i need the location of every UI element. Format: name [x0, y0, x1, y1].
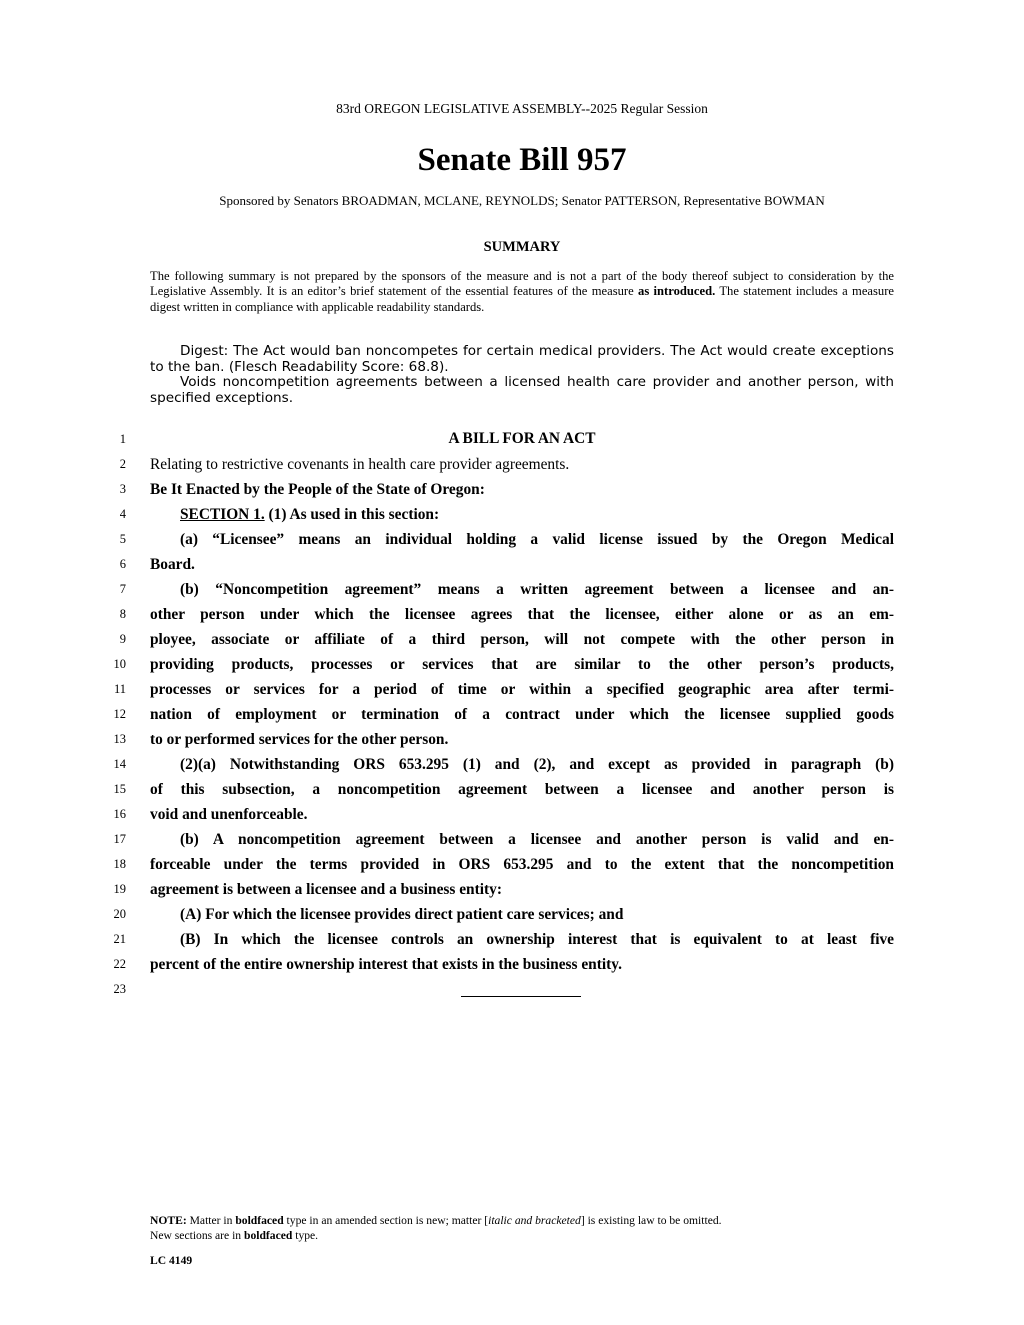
line-number: 17	[113, 832, 126, 846]
bill-line-12: nation of employment or termination of a contract under which the licensee supplied goods	[150, 706, 894, 723]
footer-note	[150, 1213, 894, 1243]
line-number: 22	[113, 957, 126, 971]
bill-line-13: to or performed services for the other person.	[150, 731, 449, 748]
summary-text-before: The following summary is not prepared by the sponsors of the measure and is not a part of the body thereof subject to consideration by the Legislative Assembly. It is an editor’s brief statement of the essential features of the measure	[150, 269, 894, 299]
line-number: 6	[119, 557, 126, 571]
bill-line-9: ployee, associate or affiliate of a third person, will not compete with the other person in	[150, 631, 894, 648]
bill-heading: A BILL FOR AN ACT	[448, 430, 596, 447]
note-text-5: type.	[292, 1229, 319, 1242]
line-number: 11	[113, 682, 126, 696]
bill-line-15: of this subsection, a noncompetition agreement between a licensee and another person is	[150, 781, 894, 798]
line-number: 7	[119, 582, 126, 596]
line-number: 16	[113, 807, 126, 821]
line-number: 14	[113, 757, 126, 771]
line-number: 3	[119, 482, 126, 496]
section-1-intro: (1) As used in this section:	[264, 506, 440, 523]
note-label: NOTE:	[150, 1214, 187, 1227]
bill-line-18: forceable under the terms provided in ORS 653.295 and to the extent that the noncompetition	[150, 856, 894, 873]
summary-text	[150, 269, 894, 315]
digest	[150, 344, 894, 406]
line-number: 12	[113, 707, 126, 721]
note-text-4: New sections are in	[150, 1229, 245, 1242]
line-number: 8	[119, 607, 126, 621]
summary-heading: SUMMARY	[483, 239, 561, 255]
bill-line-5: (a) “Licensee” means an individual holding a valid license issued by the Oregon Medical	[180, 531, 894, 548]
sponsors: Sponsored by Senators BROADMAN, MCLANE, REYNOLDS; Senator PATTERSON, Representative BOWMAN	[219, 193, 825, 208]
line-number: 18	[113, 857, 126, 871]
lc-number: LC 4149	[150, 1254, 193, 1267]
summary-text-bold: as introduced.	[638, 284, 716, 299]
bill-line-14: (2)(a) Notwithstanding ORS 653.295 (1) and (2), and except as provided in paragraph (b)	[180, 756, 894, 773]
bill-line-17: (b) A noncompetition agreement between a licensee and another person is valid and en-	[180, 831, 894, 848]
enacting-clause: Be It Enacted by the People of the State of Oregon:	[150, 481, 485, 498]
line-number: 21	[113, 932, 126, 946]
line-number: 4	[119, 507, 126, 521]
digest-paragraph-1: Digest: The Act would ban noncompetes for certain medical providers. The Act would create exceptions to the ban. (Flesch Readability Score: 68.8).	[150, 343, 894, 375]
summary-text-after: The statement includes a measure digest written in compliance with applicable readability standards.	[150, 284, 894, 314]
line-number: 19	[113, 882, 126, 896]
bill-line-6: Board.	[150, 556, 195, 573]
line-number: 2	[119, 457, 126, 471]
bill-line-16: void and unenforceable.	[150, 806, 308, 823]
bill-title: Senate Bill 957	[417, 142, 627, 178]
bill-line-8: other person under which the licensee agrees that the licensee, either alone or as an em-	[150, 606, 894, 623]
bill-line-22: percent of the entire ownership interest that exists in the business entity.	[150, 956, 622, 973]
line-number: 1	[119, 432, 126, 446]
relating-clause: Relating to restrictive covenants in health care provider agreements.	[150, 456, 570, 473]
bill-line-20: (A) For which the licensee provides direct patient care services; and	[180, 906, 624, 923]
bill-line-21: (B) In which the licensee controls an ownership interest that is equivalent to at least five	[180, 931, 894, 948]
line-number: 10	[113, 657, 126, 671]
line-number: 20	[113, 907, 126, 921]
note-text-3: ] is existing law to be omitted.	[580, 1214, 722, 1227]
bill-line-11: processes or services for a period of time or within a specified geographic area after termi-	[150, 681, 894, 698]
note-bold-1: boldfaced	[235, 1214, 284, 1227]
note-text-1: Matter in	[186, 1214, 236, 1227]
bill-line-7: (b) “Noncompetition agreement” means a written agreement between a licensee and an-	[180, 581, 894, 598]
note-text-2: type in an amended section is new; matter [	[283, 1214, 489, 1227]
line-number: 9	[119, 632, 126, 646]
line-number: 23	[113, 982, 126, 996]
end-rule	[461, 996, 581, 997]
bill-line-10: providing products, processes or services that are similar to the other person’s products,	[150, 656, 894, 673]
line-number: 5	[119, 532, 126, 546]
note-italic: italic and bracketed	[488, 1214, 581, 1227]
note-bold-2: boldfaced	[244, 1229, 293, 1242]
line-number: 15	[113, 782, 126, 796]
section-1-label: SECTION 1.	[180, 506, 265, 523]
section-1-heading	[150, 506, 924, 524]
session-header: 83rd OREGON LEGISLATIVE ASSEMBLY--2025 Regular Session	[336, 101, 708, 116]
line-number: 13	[113, 732, 126, 746]
digest-paragraph-2: Voids noncompetition agreements between a licensed health care provider and another person, with specified exceptions.	[150, 374, 894, 406]
bill-line-19: agreement is between a licensee and a business entity:	[150, 881, 502, 898]
